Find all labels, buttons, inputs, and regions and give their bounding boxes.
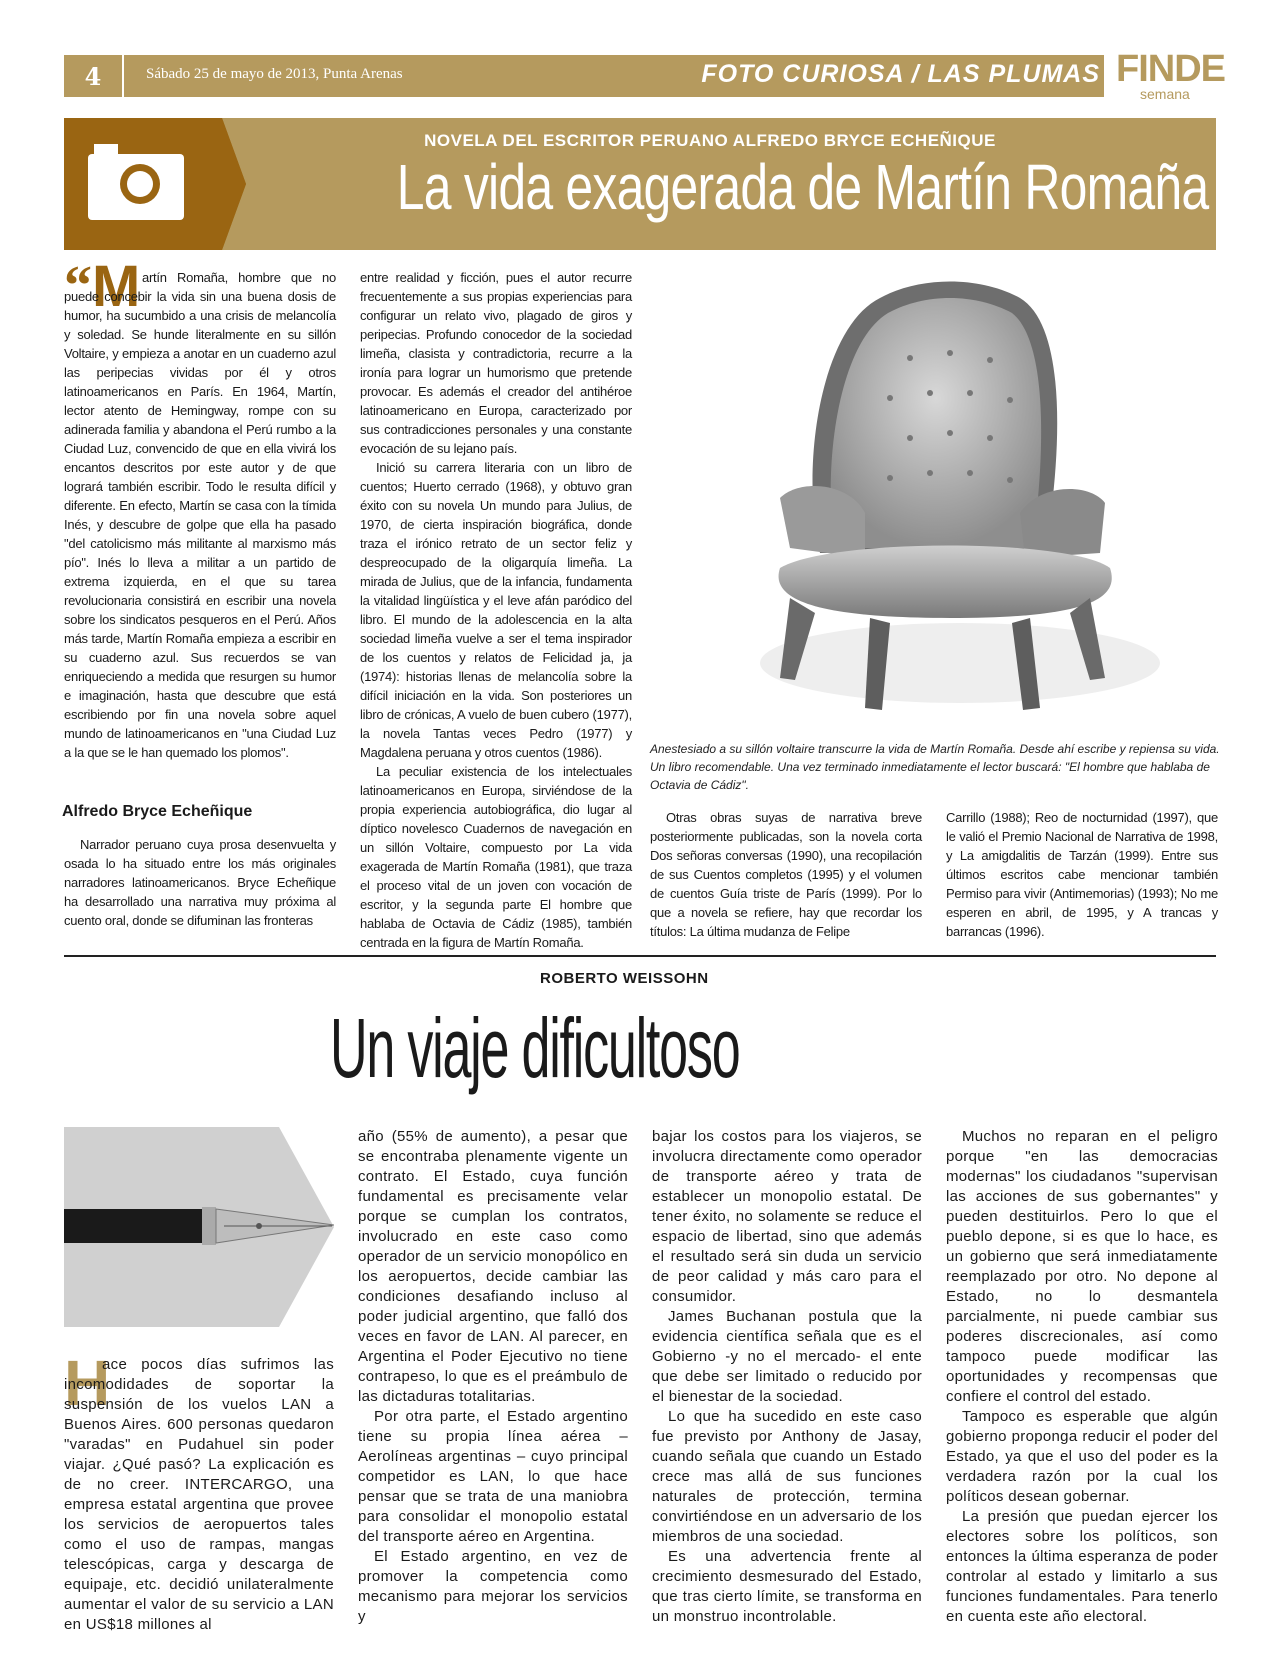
page-number: 4 (64, 55, 122, 97)
finde-logo: FINDE (1116, 48, 1225, 90)
paragraph: Muchos no reparan en el peligro porque "en las democracias modernas" los ciudadanos "supervisan las acciones de sus gobernantes" y pueden destituirlos. Pero lo que el pueblo depone, si es que lo hace, es un gobierno que será inmediatamente reemplazado por otro. No depone al Estado, no lo desmantela parcialmente, ni puede cambiar sus poderes discrecionales, así como tampoco puede modificar las oportunidades y recompensas que confiere el control del estado. (946, 1128, 1218, 1405)
banner-arrow (222, 118, 246, 250)
article1-column-1 (64, 268, 336, 762)
semana-logo: semana (1140, 86, 1190, 102)
article1-column-3 (650, 808, 922, 941)
drop-cap: H (64, 1347, 111, 1419)
paragraph: Carrillo (1988); Reo de nocturnidad (1997), que le valió el Premio Nacional de Narrativa de 1998, y La amigdalitis de Tarzán (1999). Entre sus últimos escritos cabe mencionar también Permiso para vivir (Antimemorias) (1993); No me esperen en abril, de 1995, y A trancas y barrancas (1996). (946, 810, 1218, 939)
paragraph: Otras obras suyas de narrativa breve posteriormente publicadas, son la novela corta Dos señoras conversas (1990), una recopilación de sus Cuentos completos (1995) y el volumen de cuentos Guía triste de París (1999). Por lo que a novela se refiere, hay que recordar los títulos: La última mudanza de Felipe (650, 810, 922, 939)
article-kicker: NOVELA DEL ESCRITOR PERUANO ALFREDO BRYCE ECHEÑIQUE (424, 131, 996, 150)
paragraph: La peculiar existencia de los intelectuales latinoamericanos en Europa, sirviéndose de la propia experiencia autobiográfica, dio lugar al díptico novelesco Cuadernos de navegación en un sillón Voltaire, compuesto por La vida exagerada de Martín Romaña (1981), que traza el proceso vital de un joven con vocación de escritor, y la segunda parte El hombre que hablaba de Octavia de Cádiz (1985), también centrada en la figura de Martín Romaña. (360, 764, 632, 950)
article2-headline: Un viaje dificultoso (330, 1001, 740, 1095)
article2-column-4 (946, 1127, 1218, 1627)
bio-paragraph: Narrador peruano cuya prosa desenvuelta y osada lo ha situado entre los más originales narradores latinoamericanos. Bryce Echeñique ha desarrollado una narrativa muy próxima al cuento oral, donde se difuminan las fronteras (64, 837, 336, 928)
dateline: Sábado 25 de mayo de 2013, Punta Arenas (146, 66, 403, 82)
article-headline: La vida exagerada de Martín Romaña (396, 151, 1209, 223)
camera-icon (86, 140, 186, 222)
armchair-photo (650, 268, 1220, 728)
paragraph: Tampoco es esperable que algún gobierno proponga reducir el poder del Estado, ya que el uso del poder es la verdadera razón por la cual los políticos desean gobernar. (946, 1408, 1218, 1505)
article1-intro: artín Romaña, hombre que no puede concebir la vida sin una buena dosis de humor, ha sucumbido a una crisis de melancolía y soledad. Se hunde literalmente en su sillón Voltaire, y empieza a anotar en un cuaderno azul las peripecias vividas por él y otros latinoamericanos en París. En 1964, Martín, lector atento de Hemingway, rompe con su adinerada familia y abandona el Perú rumbo a la Ciudad Luz, convencido de que en ella vivirá los encantos descritos por este autor y de que logrará también escribir. Todo le resulta difícil y diferente. En efecto, Martín se casa con la tímida Inés, y descubre de golpe que ella ha pasado "del catolicismo más militante al marxismo más pío". Inés lo lleva a militar a un partido de extrema izquierda, en el que su tarea revolucionaria consistirá en escribir una novela sobre los sindicatos pesqueros en el Perú. Años más tarde, Martín Romaña empieza a escribir en su cuaderno azul. Sus recuerdos se van enriqueciendo a medida que resurgen su humor e imaginación, hasta que descubre que está escribiendo por fin una novela sobre aquel mundo de latinoamericanos en "una Ciudad Luz a la que se le han quemado los plomos". (64, 270, 336, 760)
article2-column-2 (358, 1127, 628, 1627)
article1-column-4 (946, 808, 1218, 941)
paragraph: Es una advertencia frente al crecimiento desmesurado del Estado, que tras cierto límite, se transforma en un monstruo incontrolable. (652, 1548, 922, 1625)
paragraph: El Estado argentino, en vez de promover la competencia como mecanismo para mejorar los servicios y (358, 1548, 628, 1625)
drop-quote: “ (64, 255, 92, 317)
article1-column-2 (360, 268, 632, 952)
byline: ROBERTO WEISSOHN (540, 970, 709, 987)
article1-bio (64, 835, 336, 930)
paragraph: James Buchanan postula que la evidencia científica señala que es el Gobierno -y no el mercado- el ente que debe ser limitado o reducido por el bienestar de la sociedad. (652, 1308, 922, 1405)
paragraph: entre realidad y ficción, pues el autor recurre frecuentemente a sus propias experiencias para configurar un relato vivo, plagado de giros y peripecias. Profundo conocedor de la sociedad limeña, clasista y contradictoria, recurre a la ironía para lograr un humorismo que pretende provocar. Es además el creador del antihéroe latinoamericano en Europa, caracterizado por sus contradicciones personales y una constante evocación de su lejano país. (360, 270, 632, 456)
section-divider (64, 955, 1216, 957)
section-title: FOTO CURIOSA / LAS PLUMAS (701, 60, 1100, 88)
paragraph: año (55% de aumento), a pesar que se encontraba plenamente vigente un contrato. El Estado, cuya función fundamental es precisamente velar porque se cumplan los contratos, involucrado en este caso como operador de un servicio monopólico en los aeropuertos, decide cambiar las condiciones desafiando incluso al poder judicial argentino, que falló dos veces en favor de LAN. Al parecer, en Argentina el Poder Ejecutivo no tiene contrapeso, lo que es el preámbulo de las dictaduras totalitarias. (358, 1128, 628, 1405)
paragraph: Lo que ha sucedido en este caso fue previsto por Anthony de Jasay, cuando señala que cuando un Estado crece mas allá de sus funciones naturales de protección, termina convirtiéndose en un adversario de los miembros de una sociedad. (652, 1408, 922, 1545)
article2-column-3 (652, 1127, 922, 1627)
fountain-pen-icon (64, 1127, 334, 1327)
article2-column-1 (64, 1347, 334, 1635)
paragraph: bajar los costos para los viajeros, se involucra directamente como operador de transporte aéreo y trata de establecer un monopolio estatal. De tener éxito, no solamente se reduce el espacio de libertad, sino que además el resultado será sin duda un servicio de peor calidad y más caro para el consumidor. (652, 1128, 922, 1305)
paragraph: La presión que puedan ejercer los electores sobre los políticos, son entonces la última esperanza de poder controlar al estado y limitarlo a sus funciones fundamentales. Para tenerlo en cuenta este año electoral. (946, 1508, 1218, 1625)
drop-cap: M (92, 254, 141, 319)
paragraph: Inició su carrera literaria con un libro de cuentos; Huerto cerrado (1968), y obtuvo gran éxito con su novela Un mundo para Julius, de 1970, de cierta inspiración biográfica, donde traza el irónico retrato de un sector feliz y despreocupado de la oligarquía limeña. La mirada de Julius, que de la infancia, fundamenta la vitalidad lingüística y el leve afán paródico del libro. El mundo de la adolescencia en la alta sociedad limeña vuelve a ser el tema inspirador de los cuentos y relatos de Felicidad ja, ja (1974): historias llenas de melancolía sobre la difícil iniciación en la vida. Son posteriores un libro de crónicas, A vuelo de buen cubero (1977), la novela Tantas veces Pedro (1977) y Magdalena peruana y otros cuentos (1986). (360, 460, 632, 760)
author-heading: Alfredo Bryce Echeñique (62, 803, 253, 820)
paragraph: Por otra parte, el Estado argentino tiene su propia línea aérea – Aerolíneas argentinas – cuyo principal competidor es LAN, lo que hace pensar que se trata de una maniobra para consolidar el monopolio estatal del transporte aéreo en Argentina. (358, 1408, 628, 1545)
photo-caption: Anestesiado a su sillón voltaire transcurre la vida de Martín Romaña. Desde ahí escribe y repiensa su vida. Un libro recomendable. Una vez terminado inmediatamente el lector buscará: "El hombre que hablaba de Octavia de Cádiz". (650, 742, 1220, 792)
paragraph: ace pocos días sufrimos las incomodidades de soportar la suspensión de los vuelos LAN a Buenos Aires. 600 personas quedaron "varadas" en Pudahuel sin poder viajar. ¿Qué pasó? La explicación es de no creer. INTERCARGO, una empresa estatal argentina que provee los servicios de aeropuertos tales como el uso de rampas, mangas telescópicas, carga y descarga de equipaje, etc. decidió unilateralmente aumentar el valor de su servicio a LAN en US$18 millones al (64, 1356, 334, 1633)
